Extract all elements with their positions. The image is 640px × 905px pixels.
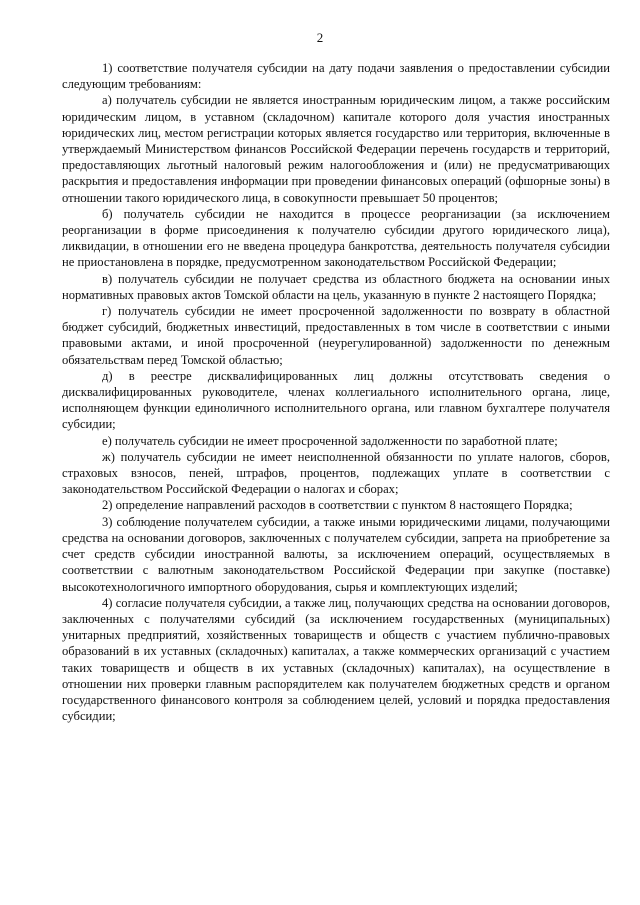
page-number: 2 — [316, 30, 324, 45]
paragraph-item-4: 4) согласие получателя субсидии, а также лиц, получающих средства на основании договоров, заключенных с получателями субсидий (за исключением государственных (муниципальных) унитарных предприятий, хозяйственных товариществ и обществ с участием публично-правовых образований в их уставных (складочных) капиталах, а также коммерческих организаций с участием таких товариществ и обществ в их уставных (складочных) капиталах), на осуществление в отношении них проверки главным распорядителем как получателем бюджетных средств и органом государственного финансового контроля за соблюдением целей, условий и порядка предоставления субсидии; — [62, 595, 610, 724]
paragraph-item-1: 1) соответствие получателя субсидии на дату подачи заявления о предоставлении субсидии следующим требованиям: — [62, 61, 610, 92]
paragraph-subitem-g: г) получатель субсидии не имеет просроченной задолженности по возврату в областной бюджет субсидий, бюджетных инвестиций, предоставленных в том числе в соответствии с иными правовыми актами, и иной просроченной (неурегулированной) задолженности по денежным обязательствам перед Томской областью; — [62, 304, 610, 367]
paragraph-subitem-zh: ж) получатель субсидии не имеет неисполненной обязанности по уплате налогов, сборов, страховых взносов, пеней, штрафов, процентов, подлежащих уплате в соответствии с законодательством Российской Федерации о налогах и сборах; — [62, 449, 610, 497]
paragraph-subitem-d: д) в реестре дисквалифицированных лиц должны отсутствовать сведения о дисквалифицированных руководителе, членах коллегиального исполнительного органа, лице, исполняющем функции единоличного исполнительного органа, или главном бухгалтере получателя субсидии; — [62, 368, 610, 432]
document-body — [62, 60, 610, 724]
paragraph-item-2: 2) определение направлений расходов в соответствии с пунктом 8 настоящего Порядка; — [102, 498, 573, 513]
paragraph-item-3: 3) соблюдение получателем субсидии, а также иными юридическими лицами, получающими средства на основании договоров, заключенных с получателем субсидии, запрета на приобретение за счет средств субсидии иностранной валюты, за исключением операций, осуществляемых в соответствии с валютным законодательством Российской Федерации при закупке (поставке) высокотехнологичного импортного оборудования, сырья и комплектующих изделий; — [62, 514, 610, 594]
paragraph-subitem-v: в) получатель субсидии не получает средства из областного бюджета на основании иных нормативных правовых актов Томской области на цель, указанную в пункте 2 настоящего Порядка; — [62, 271, 610, 302]
paragraph-subitem-e: е) получатель субсидии не имеет просроченной задолженности по заработной плате; — [102, 433, 558, 448]
paragraph-subitem-b: б) получатель субсидии не находится в процессе реорганизации (за исключением реорганизации в форме присоединения к получателю субсидии другого юридического лица), ликвидации, в отношении его не введена процедура банкротства, деятельность получателя субсидии не приостановлена в порядке, предусмотренном законодательством Российской Федерации; — [62, 206, 610, 270]
paragraph-subitem-a: а) получатель субсидии не является иностранным юридическим лицом, а также российским юридическим лицом, в уставном (складочном) капитале которого доля участия иностранных юридических лиц, местом регистрации которых является государство или территория, включенные в утверждаемый Министерством финансов Российской Федерации перечень государств и территорий, предоставляющих льготный налоговый режим налогообложения и (или) не предусматривающих раскрытия и предоставления информации при проведении финансовых операций (офшорные зоны) в отношении такого юридического лица, в совокупности превышает 50 процентов; — [62, 93, 610, 205]
